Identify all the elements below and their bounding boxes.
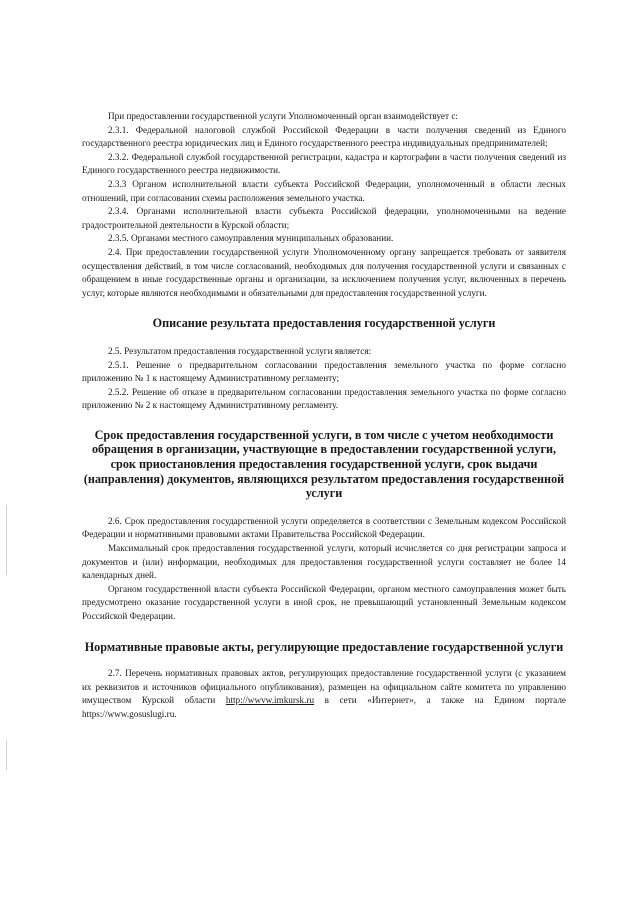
clause-2-7 xyxy=(82,667,566,721)
intro-paragraph: При предоставлении государственной услуги Уполномоченный орган взаимодействует с: xyxy=(108,111,458,121)
clause-2-3-3: 2.3.3 Органом исполнительной власти субъекта Российской Федерации, уполномоченный в области лесных отношений, при согласовании схемы расположения земельного участка. xyxy=(82,178,566,203)
section-heading-term: Срок предоставления государственной услуги, в том числе с учетом необходимости обращения в организации, участвующие в предоставлении государственной услуги, срок приостановления предоставления государственной услуги, срок выдачи (направления) документов, являющихся результатом предоставления государственной услуги xyxy=(83,427,565,501)
clause-2-5-2: 2.5.2. Решение об отказе в предварительном согласовании предоставления земельного участка по форме согласно приложению № 2 к настоящему Административному регламенту. xyxy=(82,386,566,411)
clause-2-5-1: 2.5.1. Решение о предварительном согласовании предоставления земельного участка по форме согласно приложению № 1 к настоящему Административному регламенту; xyxy=(82,359,566,384)
max-term-paragraph: Максимальный срок предоставления государственной услуги, который исчисляется со дня регистрации запроса и документов и (или) информации, необходимых для предоставления государственной услуги составляет не более 14 календарных дней. xyxy=(82,543,566,581)
section-heading-acts: Нормативные правовые акты, регулирующие предоставление государственной услуги xyxy=(84,639,564,654)
clause-2-3-1: 2.3.1. Федеральной налоговой службой Российской Федерации в части получения сведений из Единого государственного реестра юридических лиц и Единого государственного реестра индивидуальных предпринимателей; xyxy=(82,124,566,149)
other-term-paragraph: Органом государственной власти субъекта Российской Федерации, органом местного самоуправления может быть предусмотрено оказание государственной услуги в иной срок, не превышающий установленный Земельным кодексом Российской Федерации. xyxy=(82,583,566,621)
document-page xyxy=(82,110,566,722)
clause-2-3-4: 2.3.4. Органами исполнительной власти субъекта Российской федерации, уполномоченными на ведение градостроительной деятельности в Курской области; xyxy=(82,206,566,230)
clause-2-3-2: 2.3.2. Федеральной службой государственной регистрации, кадастра и картографии в части получения сведений из Единого государственного реестра недвижимости. xyxy=(82,151,566,176)
scan-margin-mark xyxy=(6,740,7,770)
section-heading-result: Описание результата предоставления государственной услуги xyxy=(152,316,496,331)
clause-2-6: 2.6. Срок предоставления государственной услуги определяется в соответствии с Земельным кодексом Российской Федерации и нормативными правовыми актами Правительства Российской Федерации. xyxy=(82,515,566,540)
clause-2-7-text: 2.7. Перечень нормативных правовых актов, регулирующих предоставление государственной услуги (с указанием их реквизитов и источников официального опубликования), размещен на официальном сайте комитета по управлению имуществом Курской области xyxy=(82,668,566,706)
scan-margin-mark xyxy=(6,505,7,575)
clause-2-7-tail: в сети «Интернет», а также на Едином портале https://www.gosuslugi.ru. xyxy=(82,695,566,719)
clause-2-5: 2.5. Результатом предоставления государственной услуги является: xyxy=(108,345,372,356)
imkursk-link[interactable]: http://wwvw.imkursk.ru xyxy=(225,695,315,706)
clause-2-3-5: 2.3.5. Органами местного самоуправления муниципальных образовании. xyxy=(108,233,394,244)
clause-2-4: 2.4. При предоставлении государственной услуги Уполномоченному органу запрещается требовать от заявителя осуществления действий, в том числе согласований, необходимых для получения государственной услуги и связанных с обращением в иные государственные органы и организации, за исключением получения услуг, включенных в перечень услуг, которые являются необходимыми и обязательными для предоставления государственной услуги. xyxy=(82,246,566,298)
